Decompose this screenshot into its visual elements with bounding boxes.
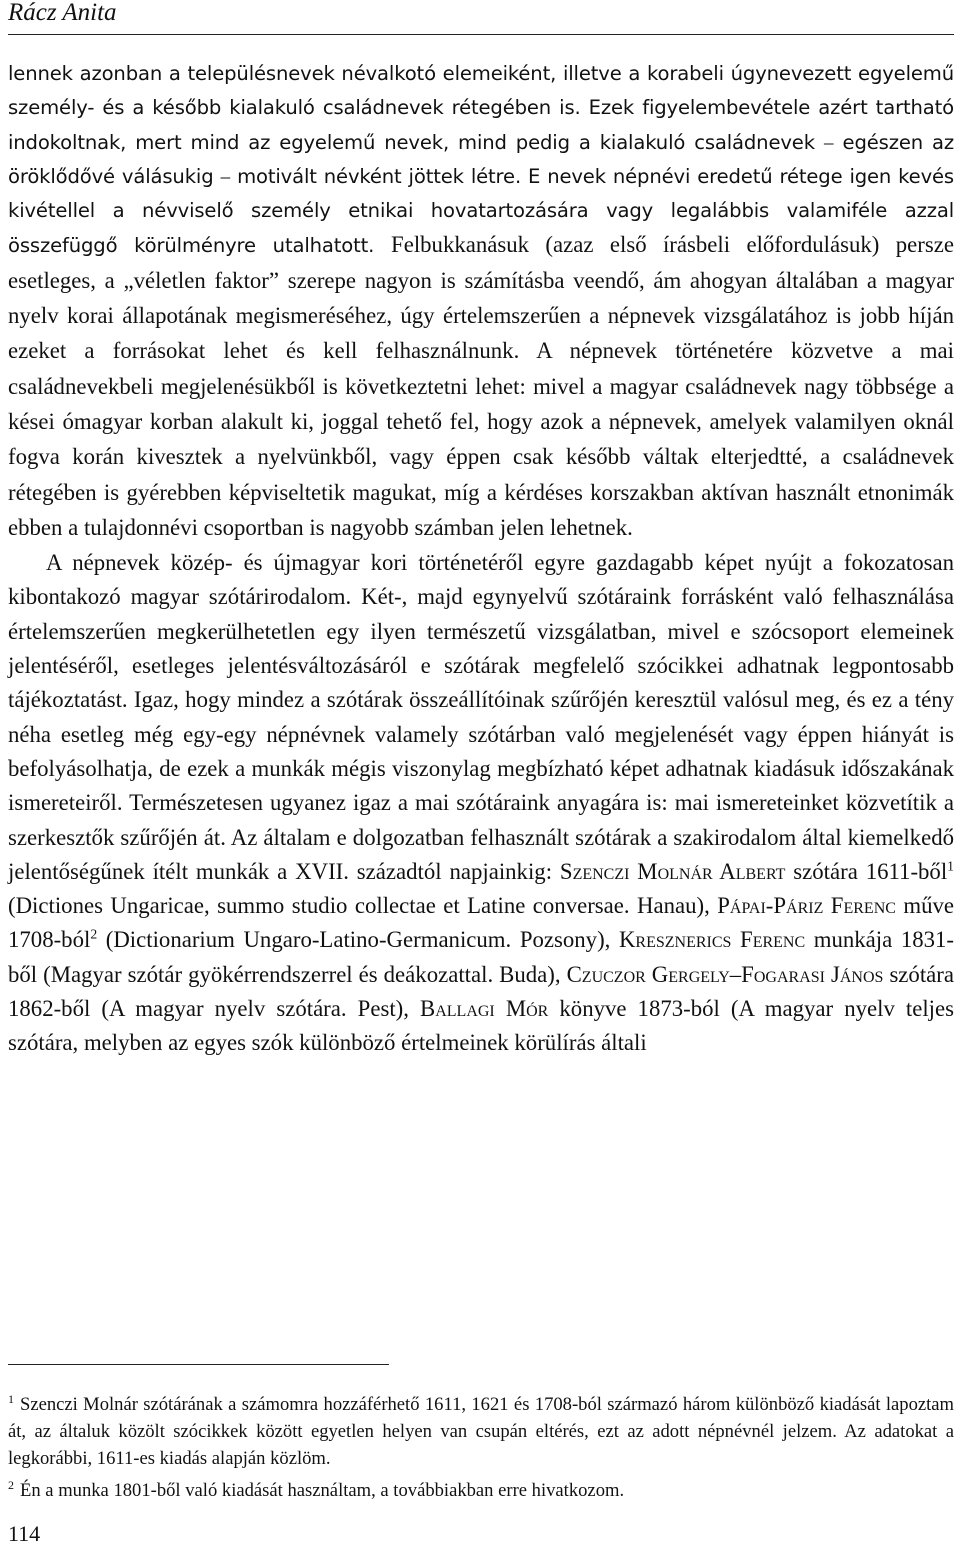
paragraph-2-text-h: könyve 1873-ból (A magyar nyelv teljes szótára, melyben az egyes szók különböző értelmeinek körülírás általi: [8, 996, 955, 1056]
footnote-ref-1[interactable]: 1: [947, 858, 954, 874]
footnotes: [8, 1391, 954, 1509]
paragraph-2-text-c: (Dictiones Ungaricae, summo studio collectae et Latine conversae. Hanau),: [8, 893, 710, 919]
paragraph-2-text-g: szótára 1862-ből (A magyar nyelv szótára. Pest),: [8, 961, 954, 1022]
footnote-2: [8, 1477, 954, 1504]
page-number: 114: [8, 1521, 41, 1546]
author-kresznerics: Kresznerics Ferenc: [618, 927, 806, 953]
running-header: [8, 0, 954, 35]
paragraph-2: [8, 546, 954, 1060]
paragraph-2-text-f: munkája 1831-ből (Magyar szótár gyökérrendszerrel és deákozattal. Buda),: [8, 927, 955, 987]
author-czuczor-fogarasi: Czuczor Gergely–Fogarasi János: [566, 961, 884, 987]
paragraph-2-text-b: szótára 1611-ből: [793, 858, 948, 884]
footnote-text: Én a munka 1801-ből való kiadását használtam, a továbbiakban erre hivatkozom.: [20, 1480, 625, 1501]
footnote-ref-2[interactable]: 2: [90, 926, 98, 942]
author-ballagi: Ballagi Mór: [420, 996, 549, 1022]
author-szenczi: Szenczi Molnár Albert: [559, 858, 786, 884]
footnote-1: [8, 1391, 954, 1472]
paragraph-1-serif-text: Felbukkanásuk (azaz első írásbeli előfordulásuk) persze esetleges, a „véletlen faktor” szerepe nagyon is számításba veendő, ám ahogyan általában a magyar nyelv korai állapotának megismeréséhez, úgy értelemszerűen a népnevek vizsgálatához is jobb híján ezeket a forrásokat lehet és kell felhasználnunk. A népnevek történetére közvetve a mai családnevekbeli megjelenésükből is következtetni lehet: mivel a magyar családnevek nagy többsége a kései ómagyar korban alakult ki, joggal tehető fel, hogy azok a népnevek, amelyek valamilyen oknál fogva korán kivesztek a nyelvünkből, vagy éppen csak később váltak elterjedtté, a családnevek rétegében is gyérebben képviseltetik magukat, míg a kérdéses korszakban aktívan használt etnonimák ebben a tulajdonnévi csoportban is nagyobb számban jelen lehetnek.: [8, 232, 954, 540]
paragraph-1: [8, 57, 954, 546]
paragraph-2-text-e: (Dictionarium Ungaro-Latino-Germanicum. Pozsony),: [105, 927, 611, 953]
footnote-number: 2: [8, 1477, 14, 1492]
paragraph-1-sans-text: lennek azonban a településnevek névalkotó elemeiként, illetve a korabeli úgynevezett egyelemű személy- és a később kialakuló családnevek rétegében is. Ezek figyelembevétele azért tartható indokoltnak, mert mind az egyelemű nevek, mind pedig a kialakuló családnevek ⎯ egészen az öröklődővé válásukig ⎯ motivált névként jöttek létre. E nevek népnévi eredetű rétege igen kevés kivétellel a névviselő személy etnikai hovatartozására vagy legalábbis valamiféle azzal összefüggő körülményre utalhatott.: [8, 62, 954, 258]
footnote-number: 1: [8, 1391, 14, 1406]
paragraph-2-text-a: A népnevek közép- és újmagyar kori történetéről egyre gazdagabb képet nyújt a fokozatosan kibontakozó magyar szótárirodalom. Két-, majd egynyelvű szótáraink forrásként való felhasználása értelemszerűen megkerülhetetlen egy ilyen természetű vizsgálatban, mivel e szócsoport elemeinek jelentéséről, esetleges jelentésváltozásáról e szótárak megfelelő szócikkei adhatnak legpontosabb tájékoztatást. Igaz, hogy mindez a szótárak összeállítóinak szűrőjén keresztül valósul meg, és ez a tény néha esetleg még egy-egy népnévnek valamely szótárban való megjelenését vagy éppen hiányát is befolyásolhatja, de ezek a munkák mégis viszonylag megbízható képet adhatnak kiadásuk időszakának ismereteiről. Természetesen ugyanez igaz a mai szótáraink anyagára is: mai ismereteinket közvetítik a szerkesztők szűrőjén át. Az általam e dolgozatban felhasznált szótárak a szakirodalom által kiemelkedő jelentőségűnek ítélt munkák a XVII. századtól napjainkig:: [8, 550, 954, 884]
body-text: [8, 57, 954, 1061]
author-papai: Pápai-Páriz Ferenc: [717, 893, 896, 919]
footnote-separator: [8, 1364, 389, 1365]
paragraph-2-text-d: műve 1708-ból: [8, 893, 954, 953]
footnote-text: Szenczi Molnár szótárának a számomra hozzáférhető 1611, 1621 és 1708-ból származó három különböző kiadását lapoztam át, az általuk közölt szócikkek között egyetlen helyen van csupán eltérés, ezt az adott népnévnél jelzem. Az adatokat a legkorábbi, 1611-es kiadás alapján közlöm.: [8, 1394, 954, 1469]
author-name: Rácz Anita: [8, 0, 117, 26]
